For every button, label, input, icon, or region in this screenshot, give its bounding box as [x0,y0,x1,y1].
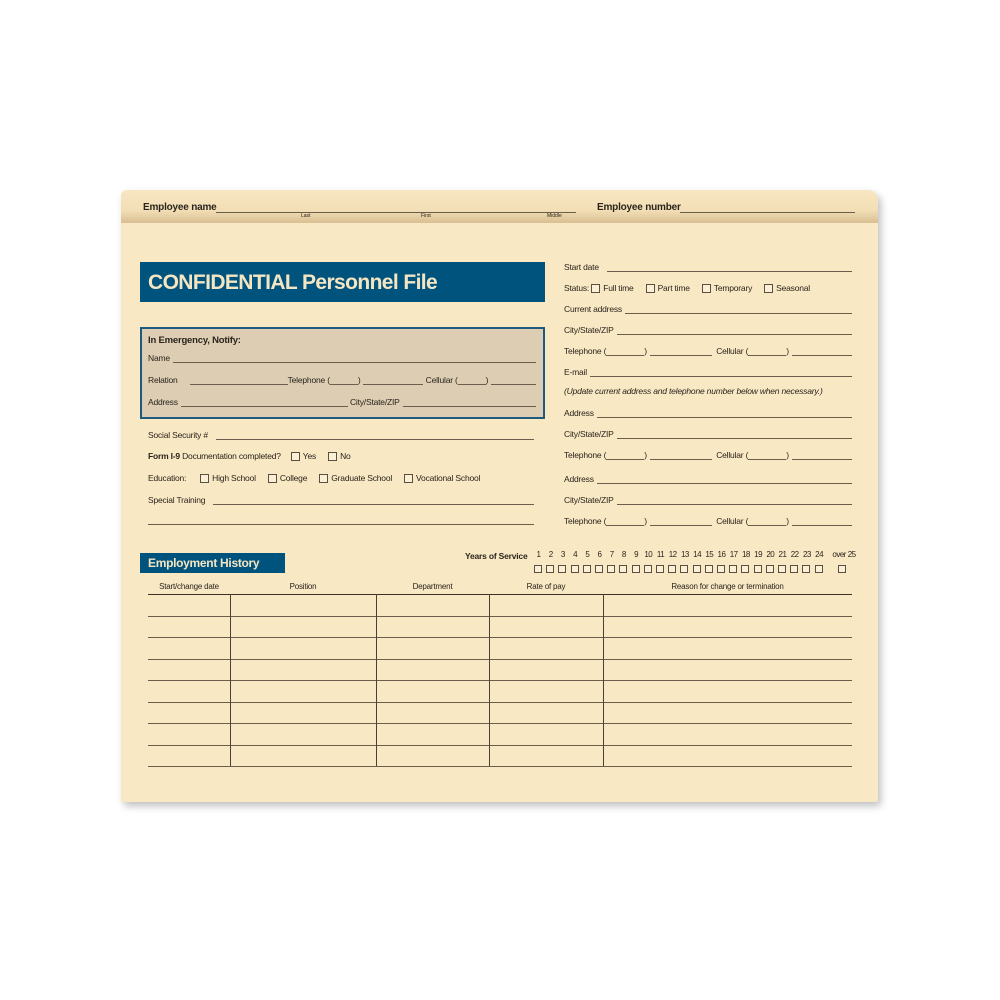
second-telephone-area[interactable] [606,451,644,460]
education-option-checkbox[interactable]: Vocational School [404,473,480,483]
cellular-label: Cellular [716,346,744,356]
cellular-area-field[interactable] [458,376,486,385]
emergency-heading: In Emergency, Notify: [148,335,241,346]
relation-label: Relation [148,375,178,385]
address-2-row [564,408,852,418]
form-i9-label: Form I-9 [148,451,180,461]
year-checkbox[interactable] [754,565,762,573]
table-row[interactable] [148,616,852,617]
table-row[interactable] [148,680,852,681]
current-cellular-area[interactable] [748,347,786,356]
year-label: 24 [815,550,824,559]
current-telephone-field[interactable] [650,347,712,356]
telephone-label: Telephone [287,375,326,385]
header-divider [148,594,852,595]
year-checkbox[interactable] [571,565,579,573]
year-checkbox[interactable] [595,565,603,573]
city-3-row [564,495,852,505]
third-telephone-area[interactable] [606,517,644,526]
year-checkbox[interactable] [838,565,846,573]
column-divider [376,594,377,766]
city-3-field[interactable] [617,496,852,505]
year-label: 10 [644,550,653,559]
last-caption: Last [301,213,311,219]
no-checkbox[interactable]: No [328,451,350,461]
column-divider [489,594,490,766]
employee-name-label: Employee name [143,202,217,213]
table-row[interactable] [148,723,852,724]
status-option-checkbox[interactable]: Part time [646,283,690,293]
telephone-label: Telephone [564,450,602,460]
third-cellular-area[interactable] [748,517,786,526]
year-label: 19 [754,550,763,559]
year-checkbox[interactable] [766,565,774,573]
yes-checkbox[interactable]: Yes [291,451,316,461]
column-header: Reason for change or termination [671,582,784,591]
year-checkbox[interactable] [790,565,798,573]
year-label: 20 [766,550,775,559]
year-label: 17 [729,550,738,559]
year-label: 21 [778,550,787,559]
telephone-label: Telephone [564,346,602,356]
phone-row: Telephone ( ) Cellular ( ) [564,346,852,356]
year-label: 15 [705,550,714,559]
telephone-field[interactable] [363,376,423,385]
email-field[interactable] [590,368,852,377]
emergency-address-field[interactable] [181,398,348,407]
year-label: 16 [717,550,726,559]
year-checkbox[interactable] [656,565,664,573]
page-title: CONFIDENTIAL Personnel File [140,262,545,302]
year-label: 8 [621,550,626,559]
employee-name-field[interactable] [216,212,576,213]
telephone-area-field[interactable] [330,376,358,385]
table-row[interactable] [148,659,852,660]
education-option-checkbox[interactable]: College [268,473,307,483]
year-label: 18 [741,550,750,559]
year-checkbox[interactable] [619,565,627,573]
emergency-contact-box: In Emergency, Notify: Name Relation Telephone ( ) Cellular ( ) Address City/State/ZIP [140,327,545,419]
phone-3-row: Telephone ( ) Cellular ( ) [564,516,852,526]
year-label: 23 [802,550,811,559]
year-label: 13 [680,550,689,559]
year-checkbox[interactable] [705,565,713,573]
city-label: City/State/ZIP [564,429,614,439]
address-label: Address [148,397,178,407]
special-training-field[interactable] [213,496,534,505]
email-label: E-mail [564,367,587,377]
address-2-field[interactable] [597,409,852,418]
year-checkbox[interactable] [558,565,566,573]
year-label: 12 [668,550,677,559]
employee-number-field[interactable] [680,212,855,213]
email-row [564,367,852,377]
status-option-checkbox[interactable]: Seasonal [764,283,810,293]
second-cellular-field[interactable] [792,451,852,460]
year-checkbox[interactable] [729,565,737,573]
year-checkbox[interactable] [668,565,676,573]
year-checkbox[interactable] [644,565,652,573]
current-telephone-area[interactable] [606,347,644,356]
year-checkbox[interactable] [815,565,823,573]
years-of-service-label: Years of Service [465,551,528,561]
relation-field[interactable] [190,376,288,385]
doc-completed-label: Documentation completed? [182,451,281,461]
table-row[interactable] [148,766,852,767]
city-label: City/State/ZIP [564,495,614,505]
address-3-row [564,474,852,484]
year-label: 14 [693,550,702,559]
year-checkbox[interactable] [546,565,554,573]
year-checkbox[interactable] [534,565,542,573]
city-label: City/State/ZIP [564,325,614,335]
year-label: 11 [656,550,665,559]
year-checkbox[interactable] [717,565,725,573]
year-checkbox[interactable] [632,565,640,573]
special-training-field-2[interactable] [148,524,534,525]
employee-number-label: Employee number [597,202,681,213]
current-address-row [564,304,852,314]
city-label: City/State/ZIP [349,397,400,407]
year-label: over 25 [832,550,856,559]
column-header: Department [412,582,453,591]
current-address-field[interactable] [625,305,852,314]
status-label: Status: [564,283,590,293]
third-cellular-field[interactable] [792,517,852,526]
start-date-field[interactable] [607,263,852,272]
address-label: Address [564,474,594,484]
table-row[interactable] [148,637,852,638]
city-2-field[interactable] [617,430,852,439]
status-row [564,283,852,293]
cellular-label: Cellular [716,450,744,460]
second-cellular-area[interactable] [748,451,786,460]
telephone-label: Telephone [564,516,602,526]
middle-caption: Middle [547,213,562,219]
start-date-label: Start date [564,262,599,272]
ssn-field[interactable] [216,431,534,440]
city-row [564,325,852,335]
year-checkbox[interactable] [693,565,701,573]
cellular-label: Cellular [425,375,453,385]
column-divider [603,594,604,766]
folder-tab [121,190,878,223]
year-label: 22 [790,550,799,559]
first-caption: First [421,213,431,219]
education-option-checkbox[interactable]: Graduate School [319,473,392,483]
year-label: 7 [609,550,614,559]
year-label: 4 [573,550,578,559]
name-label: Name [148,353,170,363]
second-telephone-field[interactable] [650,451,712,460]
address-3-field[interactable] [597,475,852,484]
education-option-checkbox[interactable]: High School [200,473,256,483]
year-label: 9 [634,550,639,559]
year-label: 3 [560,550,565,559]
address-label: Address [564,408,594,418]
year-checkbox[interactable] [778,565,786,573]
column-header: Start/change date [159,582,219,591]
column-header: Position [289,582,317,591]
personnel-file-folder [121,190,878,802]
note-row [564,386,852,396]
year-checkbox[interactable] [583,565,591,573]
current-address-label: Current address [564,304,622,314]
status-option-checkbox[interactable]: Temporary [702,283,752,293]
cellular-field[interactable] [491,376,536,385]
ssn-label: Social Security # [148,430,208,440]
employment-history-title: Employment History [140,553,285,573]
table-row[interactable] [148,745,852,746]
table-row[interactable] [148,702,852,703]
emergency-city-field[interactable] [403,398,536,407]
emergency-name-field[interactable] [173,354,536,363]
city-2-row [564,429,852,439]
cellular-label: Cellular [716,516,744,526]
status-option-checkbox[interactable]: Full time [591,283,633,293]
year-checkbox[interactable] [607,565,615,573]
update-note: (Update current address and telephone number below when necessary.) [564,386,823,396]
year-label: 6 [597,550,602,559]
education-label: Education: [148,473,187,483]
year-label: 2 [548,550,553,559]
year-label: 5 [585,550,590,559]
city-field[interactable] [617,326,852,335]
year-checkbox[interactable] [680,565,688,573]
column-divider [230,594,231,766]
phone-2-row: Telephone ( ) Cellular ( ) [564,450,852,460]
special-training-label: Special Training [148,495,206,505]
year-checkbox[interactable] [741,565,749,573]
start-date-row [564,262,852,272]
year-label: 1 [536,550,541,559]
current-cellular-field[interactable] [792,347,852,356]
year-checkbox[interactable] [802,565,810,573]
third-telephone-field[interactable] [650,517,712,526]
column-header: Rate of pay [526,582,566,591]
